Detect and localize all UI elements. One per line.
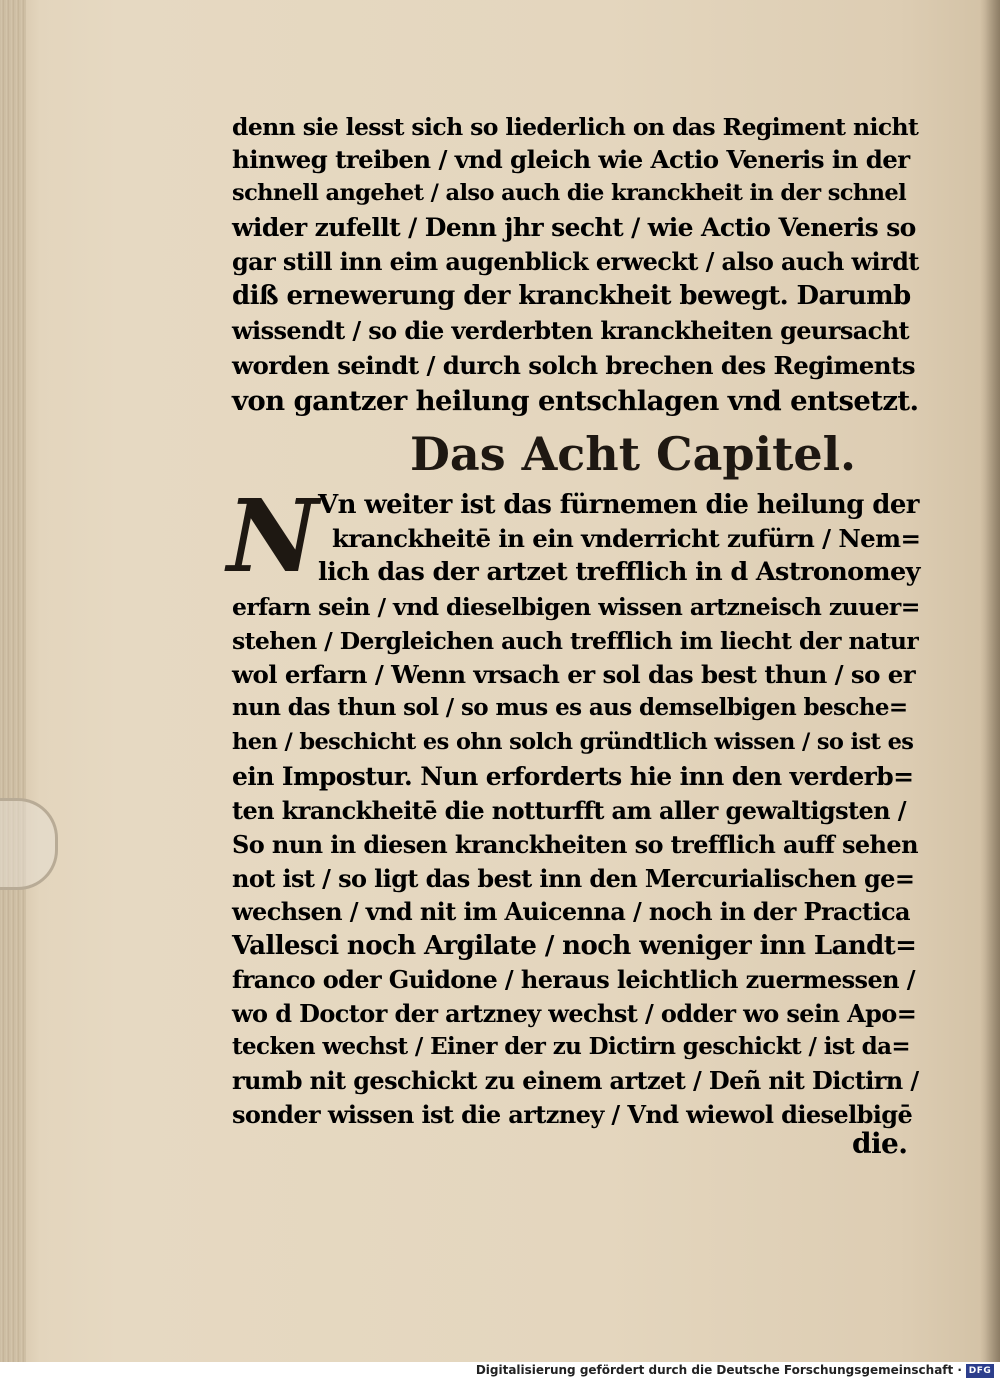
text-line: gar still inn eim augenblick erweckt / also auch wirdt — [232, 247, 919, 276]
text-line: sonder wissen ist die artzney / Vnd wiewol dieselbigē — [232, 1100, 913, 1129]
text-line: wo d Doctor der artzney wechst / odder wo sein Apo= — [232, 999, 917, 1028]
text-line: wol erfarn / Wenn vrsach er sol das best thun / so er — [232, 660, 916, 689]
text-line: wider zufellt / Denn jhr secht / wie Actio Veneris so — [232, 213, 916, 242]
drop-cap-initial: N — [227, 477, 319, 595]
text-line: hen / beschicht es ohn solch gründtlich wissen / so ist es — [232, 729, 914, 755]
text-line: wissendt / so die verderbten kranckheiten geursacht — [232, 316, 910, 345]
text-line: So nun in diesen kranckheiten so trefflich auff sehen — [232, 830, 918, 859]
text-line: stehen / Dergleichen auch trefflich im liecht der natur — [232, 627, 919, 655]
text-line: wechsen / vnd nit im Auicenna / noch in der Practica — [232, 897, 910, 926]
text-line: Vallesci noch Argilate / noch weniger inn Landt= — [232, 931, 917, 961]
text-line: schnell angehet / also auch die kranckheit in der schnel — [232, 180, 907, 206]
text-line: von gantzer heilung entschlagen vnd entsetzt. — [232, 385, 919, 417]
funding-credit: Digitalisierung gefördert durch die Deutsche Forschungsgemeinschaft · — [475, 1363, 962, 1377]
text-line: nun das thun sol / so mus es aus demselbigen besche= — [232, 694, 908, 721]
dfg-logo: DFG — [966, 1364, 994, 1378]
text-line: erfarn sein / vnd dieselbigen wissen artzneisch zuuer= — [232, 593, 920, 621]
text-line: hinweg treiben / vnd gleich wie Actio Veneris in der — [232, 145, 910, 174]
text-line: Vn weiter ist das fürnemen die heilung der — [318, 490, 919, 520]
text-line: worden seindt / durch solch brechen des Regiments — [232, 351, 915, 380]
text-line: not ist / so ligt das best inn den Mercurialischen ge= — [232, 864, 915, 893]
text-line: diß ernewerung der kranckheit bewegt. Darumb — [232, 281, 911, 311]
text-line: kranckheitē in ein vnderricht zufürn / Nem= — [332, 524, 921, 553]
catchword: die. — [852, 1127, 908, 1160]
text-line: ein Impostur. Nun erforderts hie inn den verderb= — [232, 762, 914, 791]
text-line: lich das der artzet trefflich in d Astronomey — [318, 557, 920, 587]
gutter-shadow — [980, 0, 1000, 1362]
text-line: rumb nit geschickt zu einem artzet / Deñ nit Dictirn / — [232, 1066, 919, 1095]
text-line: ten kranckheitē die notturfft am aller gewaltigsten / — [232, 796, 906, 825]
text-line: franco oder Guidone / heraus leichtlich zuermessen / — [232, 965, 915, 994]
page-stack-edge — [0, 0, 26, 1362]
chapter-heading: Das Acht Capitel. — [410, 427, 857, 481]
text-line: tecken wechst / Einer der zu Dictirn geschickt / ist da= — [232, 1033, 911, 1060]
text-line: denn sie lesst sich so liederlich on das Regiment nicht — [232, 113, 919, 141]
